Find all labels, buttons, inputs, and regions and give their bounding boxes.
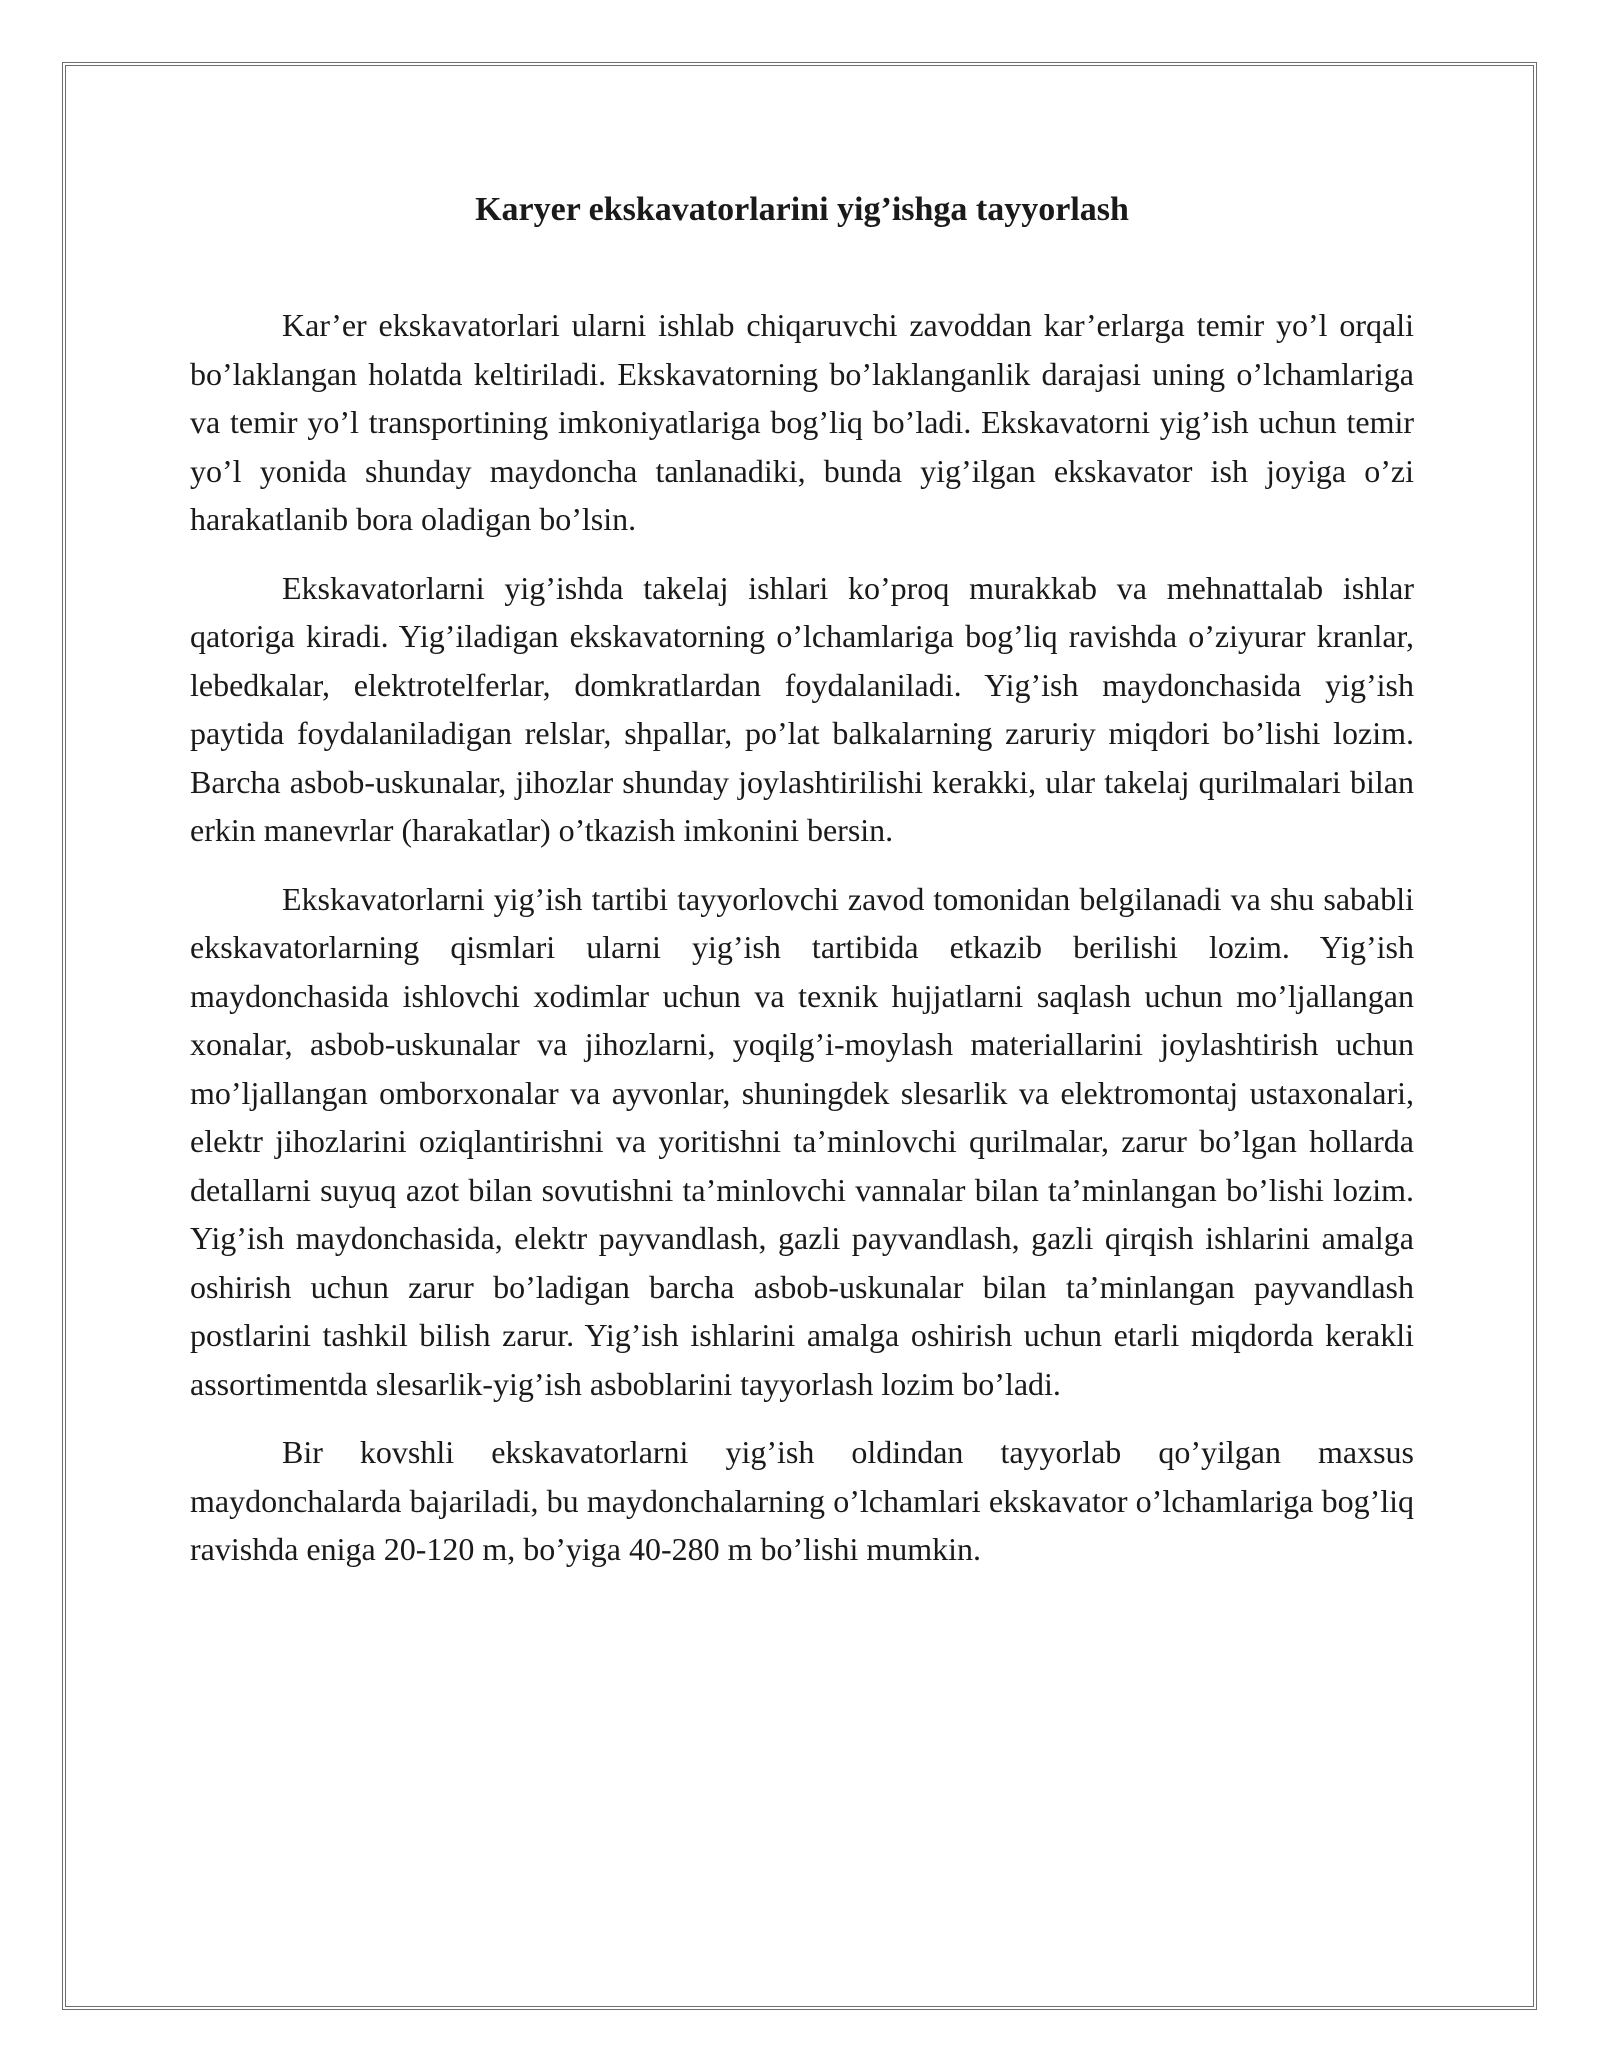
paragraph-3: Ekskavatorlarni yig’ish tartibi tayyorlovchi zavod tomonidan belgilanadi va shu sababli ekskavatorlarning qismlari ularni yig’ish tartibida etkazib berilishi lozim. Yig’ish maydonchasida ishlovchi xodimlar uchun va texnik hujjatlarni saqlash uchun mo’ljallangan xonalar, asbob-uskunalar va jihozlarni, yoqilg’i-moylash materiallarini joylashtirish uchun mo’ljallangan omborxonalar va ayvonlar, shuningdek slesarlik va elektromontaj ustaxonalari, elektr jihozlarini oziqlantirishni va yoritishni ta’minlovchi qurilmalar, zarur bo’lgan hollarda detallarni suyuq azot bilan sovutishni ta’minlovchi vannalar bilan ta’minlangan bo’lishi lozim. Yig’ish maydonchasida, elektr payvandlash, gazli payvandlash, gazli qirqish ishlarini amalga oshirish uchun zarur bo’ladigan barcha asbob-uskunalar bilan ta’minlangan payvandlash postlarini tashkil bilish zarur. Yig’ish ishlarini amalga oshirish uchun etarli miqdorda kerakli assortimentda slesarlik-yig’ish asboblarini tayyorlash lozim bo’ladi. [190, 880, 1414, 1402]
paragraph-1: Kar’er ekskavatorlari ularni ishlab chiqaruvchi zavoddan kar’erlarga temir yo’l orqali bo’laklangan holatda keltiriladi. Ekskavatorning bo’laklanganlik darajasi uning o’lchamlariga va temir yo’l transportining imkoniyatlariga bog’liq bo’ladi. Ekskavatorni yig’ish uchun temir yo’l yonida shunday maydoncha tanlanadiki, bunda yig’ilgan ekskavator ish joyiga o’zi harakatlanib bora oladigan bo’lsin. [190, 307, 1414, 537]
document-body [190, 186, 1414, 1574]
document-title: Karyer ekskavatorlarini yig’ishga tayyorlash [475, 191, 1129, 228]
paragraph-4: Bir kovshli ekskavatorlarni yig’ish oldindan tayyorlab qo’yilgan maxsus maydonchalarda bajariladi, bu maydonchalarning o’lchamlari ekskavator o’lchamlariga bog’liq ravishda eniga 20-120 m, bo’yiga 40-280 m bo’lishi mumkin. [190, 1434, 1414, 1567]
paragraph-2: Ekskavatorlarni yig’ishda takelaj ishlari ko’proq murakkab va mehnattalab ishlar qatoriga kiradi. Yig’iladigan ekskavatorning o’lchamlariga bog’liq ravishda o’ziyurar kranlar, lebedkalar, elektrotelferlar, domkratlardan foydalaniladi. Yig’ish maydonchasida yig’ish paytida foydalaniladigan relslar, shpallar, po’lat balkalarning zaruriy miqdori bo’lishi lozim. Barcha asbob-uskunalar, jihozlar shunday joylashtirilishi kerakki, ular takelaj qurilmalari bilan erkin manevrlar (harakatlar) o’tkazish imkonini bersin. [190, 569, 1414, 848]
